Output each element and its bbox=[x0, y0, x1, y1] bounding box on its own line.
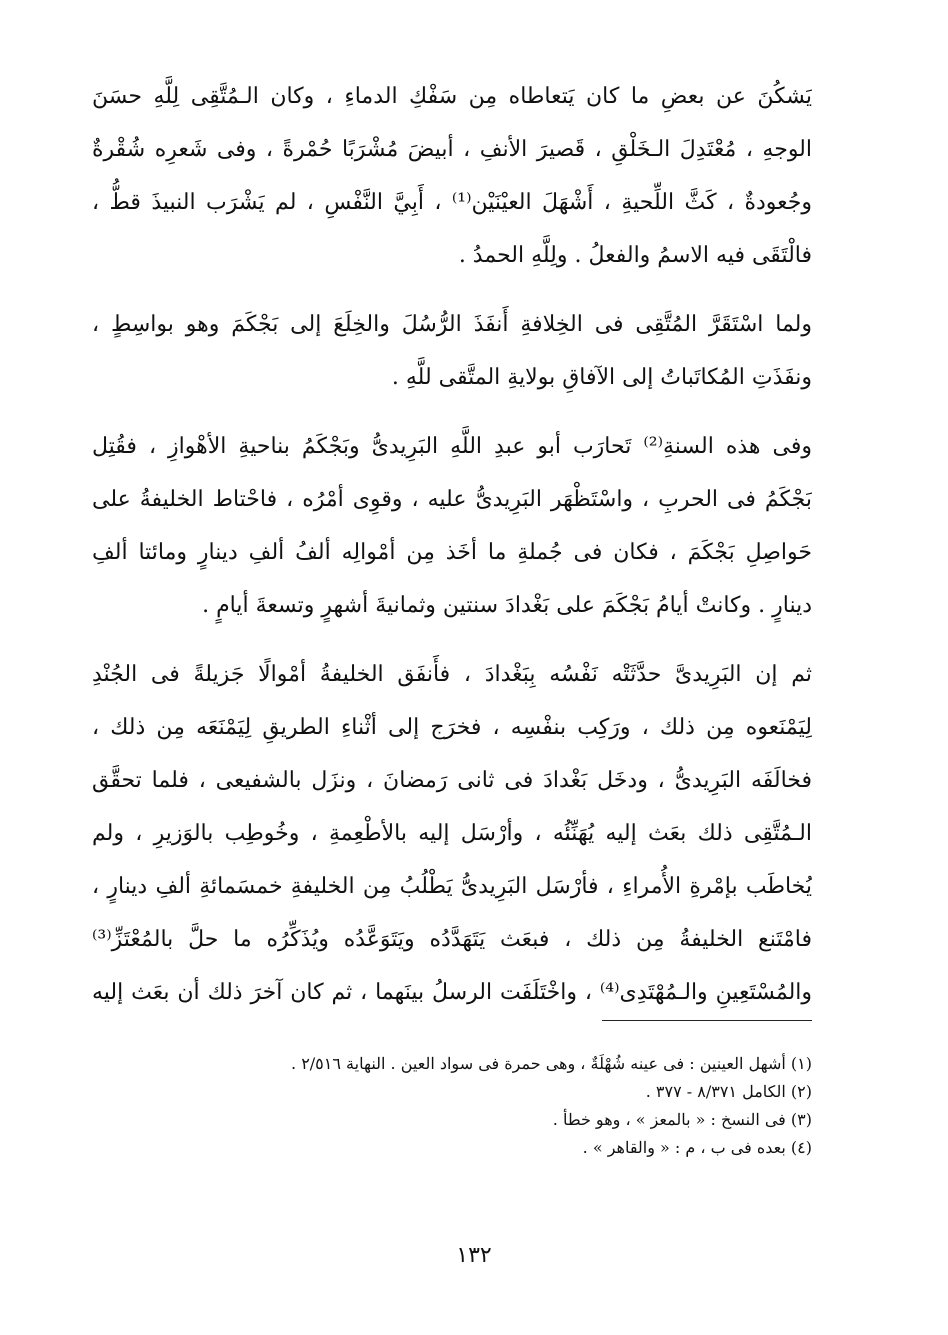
footnote: (١) أشهل العينين : فى عينه شُهْلَةٌ ، وهى حمرة فى سواد العين . النهاية ٢/٥١٦ . bbox=[291, 1054, 812, 1073]
text-line: ونفَذَتِ المُكاتَباتُ إلى الآفاقِ بولايةِ المتَّقى للَّهِ . bbox=[391, 365, 812, 390]
text-line: حَواصِلِ بَجْكَمَ ، فكان فى جُملةِ ما أخَذ مِن أمْوالِه ألفُ ألفِ دينارٍ ومائتا ألفِ bbox=[92, 540, 812, 565]
footnote: (٤) بعده فى ب ، م : « والقاهر » . bbox=[582, 1138, 812, 1157]
footnote-divider bbox=[602, 1020, 812, 1021]
text-line: الوجهِ ، مُعْتَدِلَ الـخَلْقِ ، قَصيرَ الأنفِ ، أبيضَ مُشْرَبًا حُمْرةً ، وفى شَعرِه شُقْرةٌ bbox=[92, 137, 812, 162]
text-line: ولما اسْتَقَرَّ المُتَّقِى فى الخِلافةِ أَنفَذَ الرُّسُلَ والخِلَعَ إلى بَجْكَمَ وهو بواسِطٍ ، bbox=[92, 312, 812, 337]
text-line: ثم إن البَرِيدىَّ حدَّثَتْه نَفْسُه بِبَغْدادَ ، فأَنفَق الخليفةُ أمْوالًا جَزيلةً فى الجُنْدِ bbox=[92, 662, 812, 687]
text-line: يَشكُنَ عن بعضِ ما كان يَتعاطاه مِن سَفْكِ الدماءِ ، وكان الـمُتَّقِى لِلَّهِ حسَنَ bbox=[92, 84, 812, 109]
footnote: (٢) الكامل ٨/٣٧١ - ٣٧٧ . bbox=[645, 1082, 812, 1101]
main-text bbox=[92, 70, 812, 1019]
text-line: بَجْكَمُ فى الحربِ ، واسْتَظْهَر البَرِيدىُّ عليه ، وقوِى أمْرُه ، فاحْتاط الخليفةُ على bbox=[92, 487, 812, 512]
text-line: وفى هذه السنةِ⁽²⁾ تَحارَب أبو عبدِ اللَّهِ البَرِيدىُّ وبَجْكَمُ بناحيةِ الأهْوازِ ، فقُتِل bbox=[92, 434, 812, 459]
text-line: فخالَفَه البَرِيدىُّ ، ودخَل بَغْدادَ فى ثانى رَمضانَ ، ونزَل بالشفيعى ، فلما تحقَّق bbox=[92, 768, 812, 793]
text-line: فالْتَقَى فيه الاسمُ والفعلُ . ولِلَّهِ الحمدُ . bbox=[458, 243, 812, 268]
paragraph bbox=[92, 298, 812, 404]
text-line: دينارٍ . وكانتْ أيامُ بَجْكَمَ على بَغْدادَ سنتين وثمانيةَ أشهرٍ وتسعةَ أيامٍ . bbox=[202, 593, 812, 618]
text-line: يُخاطَب بإمْرةِ الأُمراءِ ، فأرْسَل البَرِيدىُّ يَطْلُبُ مِن الخليفةِ خمسَمائةِ ألفِ دينارٍ ، bbox=[92, 874, 812, 899]
text-line: فامْتَنع الخليفةُ مِن ذلك ، فبعَث يَتَهَدَّدُه ويَتَوَعَّدُه ويُذَكِّرُه ما حلَّ بالمُعْتَزِّ⁽³⁾ bbox=[92, 927, 812, 952]
text-line: وجُعودةٌ ، كَثَّ اللِّحيةِ ، أَشْهَلَ العيْنَيْن⁽¹⁾ ، أَبِيَّ النَّفْسِ ، لم يَشْرَب النبيذَ قطُّ ، bbox=[92, 190, 812, 215]
footnotes bbox=[200, 1050, 812, 1162]
paragraph bbox=[92, 70, 812, 282]
text-line: لِيَمْنَعوه مِن ذلك ، ورَكِب بنفْسِه ، فخرَج إلى أثْناءِ الطريقِ لِيَمْنَعَه مِن ذلك ، bbox=[92, 715, 812, 740]
page-number: ١٣٢ bbox=[456, 1243, 492, 1268]
text-line: الـمُتَّقِى ذلك بعَث إليه يُهَنِّئُه ، وأرْسَل إليه بالأطْعِمةِ ، وخُوطِب بالوَزيرِ ، ولم bbox=[92, 821, 812, 846]
paragraph bbox=[92, 648, 812, 1019]
footnote: (٣) فى النسخ : « بالمعز » ، وهو خطأ . bbox=[552, 1110, 812, 1129]
paragraph bbox=[92, 420, 812, 632]
text-line: والمُسْتَعِينِ والـمُهْتَدِى⁽⁴⁾ ، واخْتَلَفَت الرسلُ بينَهما ، ثم كان آخرَ ذلك أن بعَث إليه bbox=[92, 980, 812, 1005]
